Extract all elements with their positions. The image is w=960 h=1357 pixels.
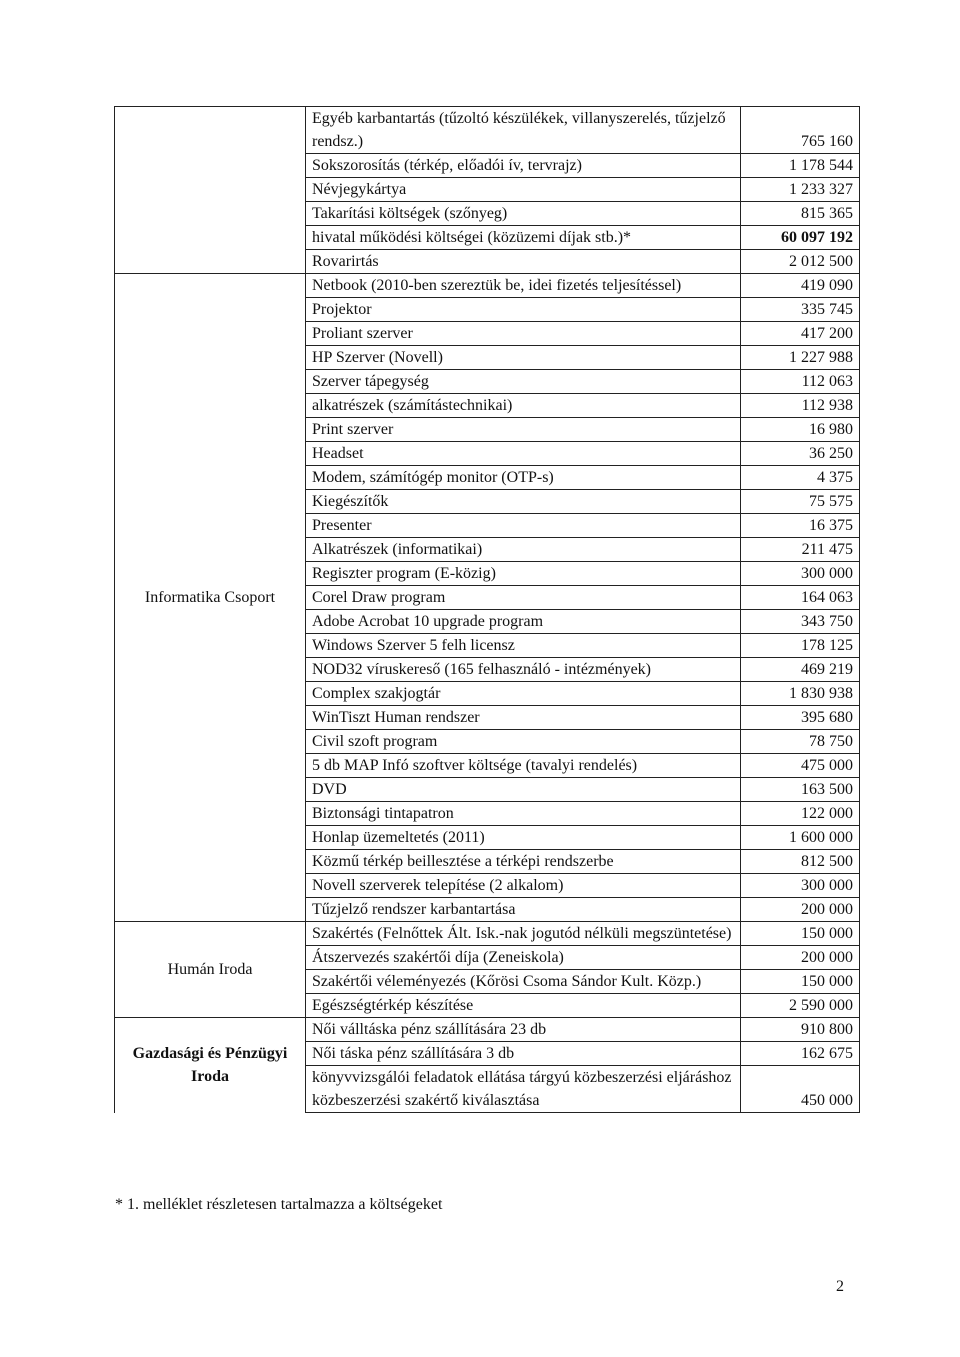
row-description: NOD32 víruskereső (165 felhasználó - intézmények): [306, 658, 741, 682]
row-description: Egyéb karbantartás (tűzoltó készülékek, villanyszerelés, tűzjelző rendsz.): [306, 107, 741, 154]
row-description: Alkatrészek (informatikai): [306, 538, 741, 562]
row-description: Presenter: [306, 514, 741, 538]
row-amount: 78 750: [741, 730, 860, 754]
row-description: Átszervezés szakértői díja (Zeneiskola): [306, 946, 741, 970]
footnote: * 1. melléklet részletesen tartalmazza a költségeket: [115, 1196, 443, 1213]
dept-human: Humán Iroda: [115, 922, 306, 1018]
row-description: Honlap üzemeltetés (2011): [306, 826, 741, 850]
row-amount: 2 012 500: [741, 250, 860, 274]
row-description: alkatrészek (számítástechnikai): [306, 394, 741, 418]
row-description: 5 db MAP Infó szoftver költsége (tavalyi rendelés): [306, 754, 741, 778]
row-amount: 335 745: [741, 298, 860, 322]
row-description: Kiegészítők: [306, 490, 741, 514]
row-amount: 162 675: [741, 1042, 860, 1066]
row-amount: 1 227 988: [741, 346, 860, 370]
row-description: Projektor: [306, 298, 741, 322]
row-description: WinTiszt Human rendszer: [306, 706, 741, 730]
page-number: 2: [836, 1278, 844, 1295]
row-amount: 75 575: [741, 490, 860, 514]
cost-table: [114, 106, 860, 1113]
row-description: Biztonsági tintapatron: [306, 802, 741, 826]
row-description: Regiszter program (E-közig): [306, 562, 741, 586]
row-amount: 211 475: [741, 538, 860, 562]
row-amount: 1 178 544: [741, 154, 860, 178]
row-description: Női táska pénz szállítására 3 db: [306, 1042, 741, 1066]
row-amount: 300 000: [741, 562, 860, 586]
row-amount: 112 063: [741, 370, 860, 394]
row-description: Szakértői véleményezés (Kőrösi Csoma Sándor Kult. Közp.): [306, 970, 741, 994]
row-amount: 200 000: [741, 898, 860, 922]
row-description: Headset: [306, 442, 741, 466]
row-description: Női válltáska pénz szállítására 23 db: [306, 1018, 741, 1042]
row-description: hivatal működési költségei (közüzemi díjak stb.)*: [306, 226, 741, 250]
row-amount: 1 830 938: [741, 682, 860, 706]
row-amount: 150 000: [741, 970, 860, 994]
dept-informatika: Informatika Csoport: [115, 274, 306, 922]
row-description: Print szerver: [306, 418, 741, 442]
dept-gazdasagi: [115, 1018, 306, 1113]
row-description: könyvvizsgálói feladatok ellátása tárgyú közbeszerzési eljáráshoz közbeszerzési szakértő kiválasztása: [306, 1066, 741, 1113]
row-description: Rovarirtás: [306, 250, 741, 274]
row-amount: 765 160: [741, 107, 860, 154]
row-amount: 419 090: [741, 274, 860, 298]
row-amount: 150 000: [741, 922, 860, 946]
row-amount: 300 000: [741, 874, 860, 898]
row-description: Szakértés (Felnőttek Ált. Isk.-nak jogutód nélküli megszüntetése): [306, 922, 741, 946]
row-amount: 910 800: [741, 1018, 860, 1042]
row-amount: 16 980: [741, 418, 860, 442]
row-amount: 36 250: [741, 442, 860, 466]
row-description: Tűzjelző rendszer karbantartása: [306, 898, 741, 922]
row-description: Takarítási költségek (szőnyeg): [306, 202, 741, 226]
row-amount: 469 219: [741, 658, 860, 682]
row-description: Corel Draw program: [306, 586, 741, 610]
row-description: Egészségtérkép készítése: [306, 994, 741, 1018]
row-description: Complex szakjogtár: [306, 682, 741, 706]
row-amount: 343 750: [741, 610, 860, 634]
row-amount: 112 938: [741, 394, 860, 418]
row-description: Civil szoft program: [306, 730, 741, 754]
row-amount: 2 590 000: [741, 994, 860, 1018]
row-description: HP Szerver (Novell): [306, 346, 741, 370]
row-amount: 417 200: [741, 322, 860, 346]
row-description: Modem, számítógép monitor (OTP-s): [306, 466, 741, 490]
row-description: Adobe Acrobat 10 upgrade program: [306, 610, 741, 634]
row-amount: 16 375: [741, 514, 860, 538]
row-amount: 163 500: [741, 778, 860, 802]
row-description: Névjegykártya: [306, 178, 741, 202]
row-description: DVD: [306, 778, 741, 802]
row-amount: 122 000: [741, 802, 860, 826]
row-amount: 815 365: [741, 202, 860, 226]
row-amount: 200 000: [741, 946, 860, 970]
row-amount: 1 600 000: [741, 826, 860, 850]
row-amount: 475 000: [741, 754, 860, 778]
row-description: Netbook (2010-ben szereztük be, idei fizetés teljesítéssel): [306, 274, 741, 298]
row-description: Novell szerverek telepítése (2 alkalom): [306, 874, 741, 898]
row-amount: 60 097 192: [741, 226, 860, 250]
row-amount: 178 125: [741, 634, 860, 658]
row-description: Sokszorosítás (térkép, előadói ív, tervrajz): [306, 154, 741, 178]
row-amount: 4 375: [741, 466, 860, 490]
row-amount: 450 000: [741, 1066, 860, 1113]
row-description: Proliant szerver: [306, 322, 741, 346]
row-amount: 164 063: [741, 586, 860, 610]
dept-cell-blank: [115, 107, 306, 274]
row-description: Közmű térkép beillesztése a térképi rendszerbe: [306, 850, 741, 874]
row-amount: 812 500: [741, 850, 860, 874]
row-description: Windows Szerver 5 felh licensz: [306, 634, 741, 658]
row-description: Szerver tápegység: [306, 370, 741, 394]
row-amount: 395 680: [741, 706, 860, 730]
row-amount: 1 233 327: [741, 178, 860, 202]
dept-gazdasagi-label: Gazdasági és Pénzügyi Iroda: [132, 1045, 288, 1086]
